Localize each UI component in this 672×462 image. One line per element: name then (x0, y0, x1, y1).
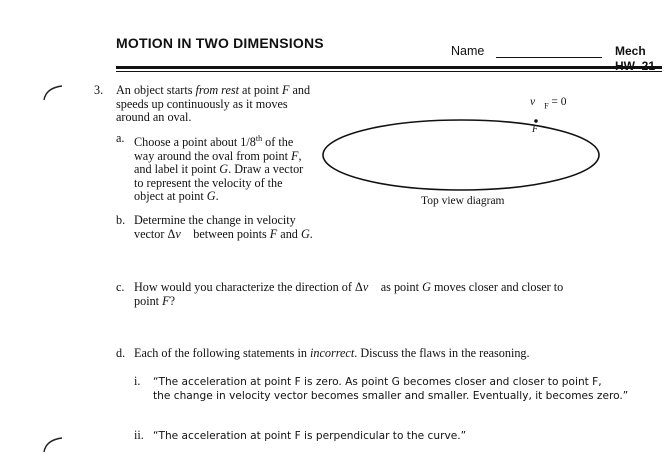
name-label: Name (451, 44, 485, 58)
point-f-label: F (532, 124, 539, 135)
course-line-1: Mech (615, 44, 646, 58)
problem-intro (116, 84, 310, 125)
name-field[interactable] (496, 57, 602, 58)
corner-mark-icon (40, 80, 70, 110)
part-d-text: Each of the following statements in incorrect. Discuss the flaws in the reasoning. (134, 346, 530, 360)
part-c-label: c. (116, 280, 125, 294)
intro-line: speeds up continuously as it moves (116, 96, 288, 111)
part-a-line: and label it point G. Draw a vector (134, 162, 304, 177)
part-c-line: How would you characterize the direction of Δv⃗ as point G moves closer and closer to (134, 280, 564, 294)
diagram-caption: Top view diagram (421, 195, 505, 207)
part-a-line: Choose a point about 1/8th of the (134, 134, 294, 150)
corner-mark-icon (40, 432, 70, 462)
statement-i-line: the change in velocity vector becomes smaller and smaller. Eventually, it becomes zero.” (153, 390, 629, 402)
part-b-text (134, 214, 313, 241)
part-a-text (134, 132, 303, 204)
header-rule-thin (116, 71, 662, 72)
part-d-i-text (153, 375, 628, 403)
part-d-ii-text: “The acceleration at point F is perpendicular to the curve.” (153, 430, 467, 442)
header-rule (116, 66, 662, 69)
statement-i-line: “The acceleration at point F is zero. As point G becomes closer and closer to point F, (153, 376, 602, 388)
part-c-line: point F? (134, 293, 175, 308)
part-b-line: vector Δv⃗ between points F and G. (134, 226, 313, 241)
part-d-ii-label: ii. (134, 428, 144, 442)
intro-line: around an oval. (116, 110, 192, 125)
part-d-label: d. (116, 346, 126, 360)
part-c-text (134, 281, 563, 308)
intro-line: An object starts from rest at point F and (116, 83, 311, 97)
velocity-label: $v⃗_F = 0$ (530, 96, 567, 111)
problem-number: 3. (94, 83, 104, 97)
part-a-label: a. (116, 131, 125, 145)
part-d-i-label: i. (134, 374, 141, 388)
part-b-line: Determine the change in velocity (134, 213, 296, 227)
part-a-line: object at point G. (134, 189, 219, 204)
part-a-line: way around the oval from point F, (134, 148, 302, 163)
page-title: MOTION IN TWO DIMENSIONS (116, 35, 324, 51)
course-code (615, 44, 655, 74)
part-b-label: b. (116, 213, 126, 227)
part-a-line: to represent the velocity of the (134, 175, 283, 190)
oval-path (323, 120, 599, 190)
